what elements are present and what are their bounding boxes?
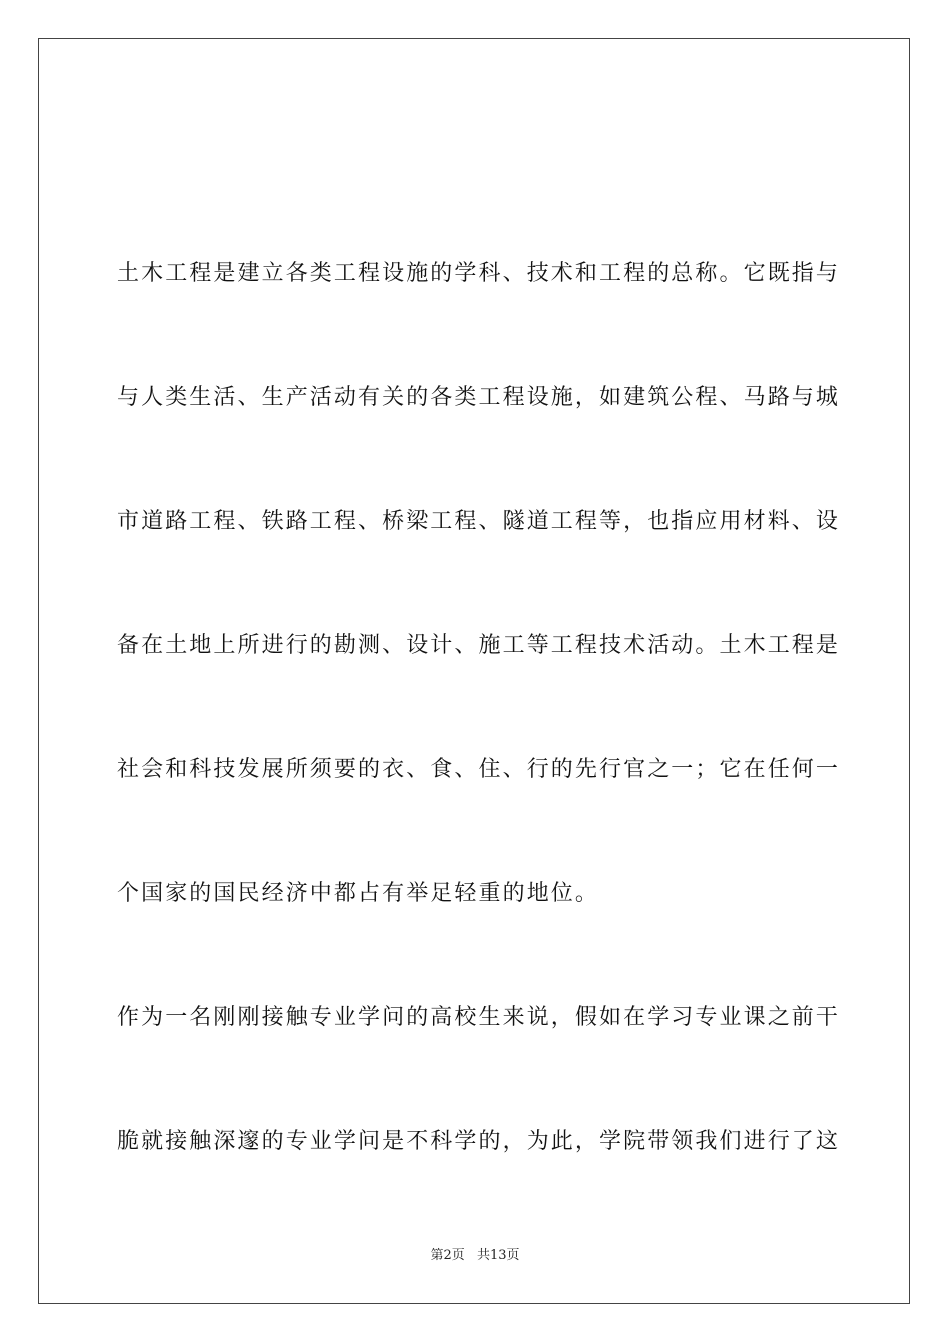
body-text-line-1: 土木工程是建立各类工程设施的学科、技术和工程的总称。它既指与	[117, 261, 841, 286]
body-text-line-7: 作为一名刚刚接触专业学问的高校生来说，假如在学习专业课之前干	[117, 1005, 841, 1030]
page-total: 共13页	[476, 1248, 520, 1263]
page-number: 第2页	[430, 1248, 465, 1263]
page-footer	[0, 1247, 950, 1265]
body-text-line-5: 社会和科技发展所须要的衣、食、住、行的先行官之一；它在任何一	[117, 757, 841, 782]
body-text-line-6: 个国家的国民经济中都占有举足轻重的地位。	[117, 881, 600, 906]
body-text-line-3: 市道路工程、铁路工程、桥梁工程、隧道工程等，也指应用材料、设	[117, 509, 841, 534]
page-border	[38, 38, 910, 1304]
body-text-line-2: 与人类生活、生产活动有关的各类工程设施，如建筑公程、马路与城	[117, 385, 841, 410]
body-text-line-4: 备在土地上所进行的勘测、设计、施工等工程技术活动。土木工程是	[117, 633, 841, 658]
body-text-line-8: 脆就接触深邃的专业学问是不科学的，为此，学院带领我们进行了这	[117, 1129, 841, 1154]
